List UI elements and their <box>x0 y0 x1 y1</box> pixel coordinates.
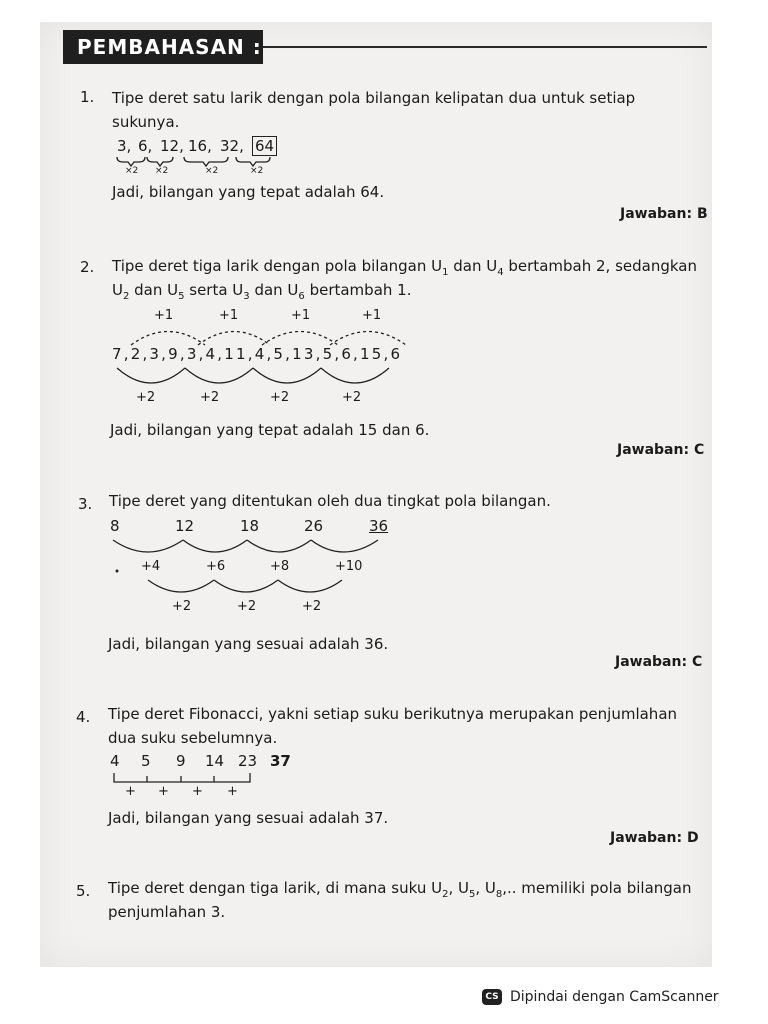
q3-term: 12 <box>175 517 195 535</box>
q1-term: 12, <box>160 137 184 155</box>
q1-answer-box: 64 <box>252 136 277 156</box>
q4-text-line2: dua suku sebelumnya. <box>108 729 278 747</box>
q3-diff2-label: +2 <box>302 599 322 614</box>
q2-top-label: +1 <box>154 308 174 323</box>
q3-level1-arc <box>311 540 378 552</box>
q2-bottom-arc <box>185 368 253 383</box>
q3-diff2-label: +2 <box>172 599 192 614</box>
q3-level1-arc <box>247 540 311 552</box>
q2-top-arc <box>262 332 338 346</box>
q5-number: 5. <box>76 882 91 900</box>
q1-term: 6, <box>138 137 153 155</box>
camscanner-logo-icon: CS <box>482 989 502 1005</box>
q2-number: 2. <box>80 258 95 276</box>
q3-term: 18 <box>240 517 260 535</box>
q1-factor-label: ×2 <box>250 166 264 176</box>
q4-term: 23 <box>238 752 258 770</box>
q4-number: 4. <box>76 708 91 726</box>
q4-text-line1: Tipe deret Fibonacci, yakni setiap suku berikutnya merupakan penjumlahan <box>108 705 678 723</box>
q2-top-arc <box>198 332 270 346</box>
q1-brace <box>117 157 145 166</box>
q4-answer: Jawaban: D <box>610 830 699 846</box>
q2-conclusion: Jadi, bilangan yang tepat adalah 15 dan 6. <box>110 421 430 439</box>
q2-bottom-label: +2 <box>136 390 156 405</box>
q1-term: 16, <box>188 137 212 155</box>
q2-top-arc <box>330 332 406 346</box>
q4-term: 5 <box>141 752 151 770</box>
q1-answer: Jawaban: B <box>620 206 708 222</box>
q2-text-line1: Tipe deret tiga larik dengan pola bilangan $U_1$ dan $U_4$ bertambah 2, sedangkan <box>112 257 697 278</box>
q5-text-line2: penjumlahan 3. <box>108 903 226 921</box>
q5-text-line1: Tipe deret dengan tiga larik, di mana suku $U_2$, $U_5$, $U_8$,.. memiliki pola bilangan <box>108 879 692 900</box>
q3-diff1-label: +8 <box>270 559 290 574</box>
q2-top-label: +1 <box>219 308 239 323</box>
watermark-text: Dipindai dengan CamScanner <box>510 989 719 1005</box>
q3-level2-arc <box>214 580 278 592</box>
q2-bottom-arc <box>321 368 389 383</box>
q3-level2-arc <box>148 580 214 592</box>
q1-term: 32, <box>220 137 244 155</box>
q3-diff1-label: +4 <box>141 559 161 574</box>
q3-diff2-label: +2 <box>237 599 257 614</box>
q1-number: 1. <box>80 88 95 106</box>
q2-sequence: 7,2,3,9,3,4,11,4,5,13,5,6,15,6 <box>112 345 403 363</box>
q4-term: 4 <box>110 752 120 770</box>
scan-dot <box>116 570 119 573</box>
q4-plus-label: + <box>192 784 203 799</box>
q3-answer-term: 36 <box>369 517 389 535</box>
q2-bottom-label: +2 <box>200 390 220 405</box>
q2-bottom-arc <box>253 368 321 383</box>
q4-plus-label: + <box>227 784 238 799</box>
q3-term: 8 <box>110 517 120 535</box>
q2-top-label: +1 <box>362 308 382 323</box>
q4-term: 14 <box>205 752 225 770</box>
q4-plus-label: + <box>125 784 136 799</box>
camscanner-watermark <box>482 984 752 1010</box>
q1-text-line1: Tipe deret satu larik dengan pola bilangan kelipatan dua untuk setiap <box>112 89 636 107</box>
q2-bottom-label: +2 <box>270 390 290 405</box>
q1-factor-label: ×2 <box>155 166 169 176</box>
q1-brace <box>184 157 228 166</box>
q1-text-line2: sukunya. <box>112 113 180 131</box>
q2-answer: Jawaban: C <box>617 442 705 458</box>
q4-answer-term: 37 <box>270 752 291 770</box>
q4-term: 9 <box>176 752 186 770</box>
q2-top-arc <box>131 332 205 346</box>
q1-conclusion: Jadi, bilangan yang tepat adalah 64. <box>112 183 385 201</box>
q1-brace <box>236 157 270 166</box>
q3-level1-arc <box>183 540 247 552</box>
q3-text-line1: Tipe deret yang ditentukan oleh dua tingkat pola bilangan. <box>109 492 551 510</box>
q1-factor-label: ×2 <box>125 166 139 176</box>
q2-text-line2: $U_2$ dan $U_5$ serta $U_3$ dan $U_6$ bertambah 1. <box>112 281 412 302</box>
q3-diff1-label: +10 <box>335 559 363 574</box>
q1-factor-label: ×2 <box>205 166 219 176</box>
q1-term: 3, <box>117 137 132 155</box>
q1-brace <box>147 157 173 166</box>
q3-level1-arc <box>113 540 183 552</box>
q4-conclusion: Jadi, bilangan yang sesuai adalah 37. <box>108 809 389 827</box>
q4-bracket <box>114 773 250 782</box>
q3-number: 3. <box>78 495 93 513</box>
q3-diff1-label: +6 <box>206 559 226 574</box>
q3-answer: Jawaban: C <box>615 654 703 670</box>
q3-term: 26 <box>304 517 324 535</box>
q2-top-label: +1 <box>291 308 311 323</box>
q2-bottom-label: +2 <box>342 390 362 405</box>
q2-bottom-arc <box>117 368 185 383</box>
q3-level2-arc <box>278 580 342 592</box>
q3-conclusion: Jadi, bilangan yang sesuai adalah 36. <box>108 635 389 653</box>
q4-plus-label: + <box>158 784 169 799</box>
section-title: PEMBAHASAN : <box>77 35 262 59</box>
